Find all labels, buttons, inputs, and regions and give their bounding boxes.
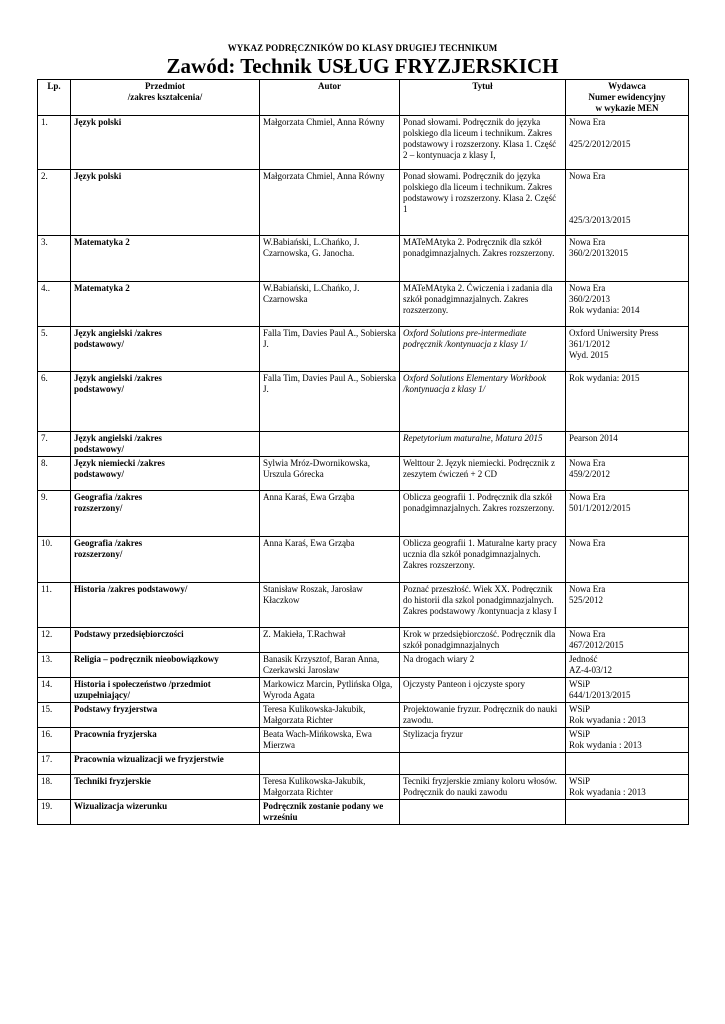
table-row	[38, 282, 689, 327]
publisher-line: Oxford Uniwersity Press	[569, 328, 659, 338]
title-cell: MATeMAtyka 2. Ćwiczenia i zadania dla szkół ponadgimnazjalnych. Zakres rozszerzony.	[400, 282, 566, 327]
title-cell	[400, 800, 566, 825]
document-header	[0, 42, 725, 77]
textbook-table	[37, 79, 689, 825]
subject-cell: Matematyka 2	[71, 282, 260, 327]
publisher-cell	[566, 457, 689, 491]
table-row	[38, 170, 689, 236]
publisher-line: Rok wyadania : 2013	[569, 787, 646, 797]
publisher-cell	[566, 703, 689, 728]
publisher-line: Jedność	[569, 654, 598, 664]
row-number: 5.	[38, 327, 71, 372]
subject-cell: Język angielski /zakres podstawowy/	[71, 432, 260, 457]
title-cell: Stylizacja fryzur	[400, 728, 566, 753]
row-number: 13.	[38, 653, 71, 678]
table-row	[38, 628, 689, 653]
table-row	[38, 728, 689, 753]
publisher-line: Nowa Era	[569, 171, 606, 181]
table-row	[38, 327, 689, 372]
row-number: 3.	[38, 236, 71, 282]
title-cell: Oxford Solutions Elementary Workbook /kontynuacja z klasy 1/	[400, 372, 566, 432]
publisher-cell	[566, 282, 689, 327]
title-cell: Welttour 2. Język niemiecki. Podręcznik z zeszytem ćwiczeń + 2 CD	[400, 457, 566, 491]
column-header-subject-line1: Przedmiot	[145, 81, 185, 91]
publisher-line: Nowa Era	[569, 584, 606, 594]
publisher-cell	[566, 170, 689, 236]
title-cell: MATeMAtyka 2. Podręcznik dla szkół ponadgimnazjalnych. Zakres rozszerzony.	[400, 236, 566, 282]
publisher-cell	[566, 491, 689, 537]
title-cell: Tecniki fryzjerskie zmiany koloru włosów. Podręcznik do nauki zawodu	[400, 775, 566, 800]
publisher-line: 425/2/2012/2015	[569, 139, 631, 149]
subject-cell: Pracownia fryzjerska	[71, 728, 260, 753]
publisher-line: Rok wydania : 2013	[569, 740, 642, 750]
publisher-line: AZ-4-03/12	[569, 665, 612, 675]
row-number: 4..	[38, 282, 71, 327]
author-cell: W.Babiański, L.Chańko, J. Czarnowska	[260, 282, 400, 327]
row-number: 10.	[38, 537, 71, 583]
table-row	[38, 457, 689, 491]
publisher-line: WSiP	[569, 679, 591, 689]
title-cell: Oblicza geografii 1. Maturalne karty pracy ucznia dla szkół ponadgimnazjalnych. Zakres rozszerzony.	[400, 537, 566, 583]
table-row	[38, 800, 689, 825]
row-number: 18.	[38, 775, 71, 800]
publisher-line: Rok wydania: 2014	[569, 305, 640, 315]
publisher-cell	[566, 678, 689, 703]
publisher-line: Nowa Era	[569, 629, 606, 639]
subject-cell: Język angielski /zakres podstawowy/	[71, 327, 260, 372]
subject-cell: Geografia /zakres rozszerzony/	[71, 491, 260, 537]
document-title: Zawód: Technik USŁUG FRYZJERSKICH	[166, 54, 559, 78]
publisher-line: 425/3/2013/2015	[569, 215, 631, 225]
publisher-line: 467/2012/2015	[569, 640, 624, 650]
publisher-line: Wyd. 2015	[569, 350, 609, 360]
publisher-line	[569, 204, 685, 215]
author-cell: Stanisław Roszak, Jarosław Kłaczkow	[260, 583, 400, 628]
publisher-cell	[566, 628, 689, 653]
row-number: 6.	[38, 372, 71, 432]
column-header-author: Autor	[260, 80, 400, 116]
subject-cell: Język niemiecki /zakres podstawowy/	[71, 457, 260, 491]
subject-cell: Pracownia wizualizacji we fryzjerstwie	[71, 753, 260, 775]
author-cell: Teresa Kulikowska-Jakubik, Małgorzata Richter	[260, 775, 400, 800]
author-cell: Sylwia Mróz-Dwornikowska, Urszula Górecka	[260, 457, 400, 491]
publisher-line: 644/1/2013/2015	[569, 690, 631, 700]
publisher-line: Nowa Era	[569, 458, 606, 468]
subject-cell: Geografia /zakres rozszerzony/	[71, 537, 260, 583]
row-number: 12.	[38, 628, 71, 653]
title-cell: Poznać przeszłość. Wiek XX. Podręcznik do historii dla szkol ponadgimnazjalnych. Zakres podstawowy /kontynuacja z klasy I	[400, 583, 566, 628]
publisher-cell	[566, 653, 689, 678]
publisher-line: 525/2012	[569, 595, 604, 605]
author-cell: Falla Tim, Davies Paul A., Sobierska J.	[260, 327, 400, 372]
publisher-line: WSiP	[569, 704, 591, 714]
title-cell: Ojczysty Panteon i ojczyste spory	[400, 678, 566, 703]
publisher-cell	[566, 583, 689, 628]
publisher-line	[569, 182, 685, 193]
row-number: 2.	[38, 170, 71, 236]
author-cell: Falla Tim, Davies Paul A., Sobierska J.	[260, 372, 400, 432]
column-header-publisher-line2: Numer ewidencyjny	[588, 92, 666, 102]
table-row	[38, 116, 689, 170]
table-row	[38, 491, 689, 537]
publisher-line: Rok wydania: 2015	[569, 373, 640, 383]
publisher-line: Nowa Era	[569, 117, 606, 127]
title-cell: Na drogach wiary 2	[400, 653, 566, 678]
title-cell: Ponad słowami. Podręcznik do języka polskiego dla liceum i technikum. Zakres podstawowy i rozszerzony. Klasa 1. Część 2 – kontynuacja z klasy I,	[400, 116, 566, 170]
publisher-line: Nowa Era	[569, 492, 606, 502]
author-cell: Małgorzata Chmiel, Anna Równy	[260, 170, 400, 236]
row-number: 9.	[38, 491, 71, 537]
publisher-cell	[566, 537, 689, 583]
publisher-cell	[566, 327, 689, 372]
publisher-cell	[566, 753, 689, 775]
author-cell: Podręcznik zostanie podany we wrześniu	[260, 800, 400, 825]
title-cell: Projektowanie fryzur. Podręcznik do nauki zawodu.	[400, 703, 566, 728]
table-row	[38, 753, 689, 775]
subject-cell: Język polski	[71, 170, 260, 236]
publisher-cell	[566, 800, 689, 825]
publisher-cell	[566, 372, 689, 432]
table-row	[38, 372, 689, 432]
table-row	[38, 583, 689, 628]
table-row	[38, 236, 689, 282]
table-row	[38, 432, 689, 457]
publisher-line: Pearson 2014	[569, 433, 618, 443]
table-row	[38, 775, 689, 800]
table-row	[38, 703, 689, 728]
author-cell: W.Babiański, L.Chańko, J. Czarnowska, G. Janocha.	[260, 236, 400, 282]
row-number: 7.	[38, 432, 71, 457]
author-cell: Anna Karaś, Ewa Grząba	[260, 537, 400, 583]
author-cell: Banasik Krzysztof, Baran Anna, Czerkawski Jarosław	[260, 653, 400, 678]
publisher-line: Rok wyadania : 2013	[569, 715, 646, 725]
subject-cell: Język angielski /zakres podstawowy/	[71, 372, 260, 432]
publisher-line: Nowa Era	[569, 283, 606, 293]
publisher-line	[569, 128, 685, 139]
title-cell: Ponad słowami. Podręcznik do języka polskiego dla liceum i technikum. Zakres podstawowy i rozszerzony. Klasa 2. Część 1	[400, 170, 566, 236]
column-header-publisher	[566, 80, 689, 116]
publisher-line: WSiP	[569, 776, 591, 786]
row-number: 16.	[38, 728, 71, 753]
subject-cell: Matematyka 2	[71, 236, 260, 282]
author-cell: Teresa Kulikowska-Jakubik, Małgorzata Richter	[260, 703, 400, 728]
author-cell	[260, 753, 400, 775]
document-subtitle: WYKAZ PODRĘCZNIKÓW DO KLASY DRUGIEJ TECHNIKUM	[227, 43, 498, 53]
column-header-publisher-line1: Wydawca	[608, 81, 646, 91]
title-cell: Oblicza geografii 1. Podręcznik dla szkół ponadgimnazjalnych. Zakres rozszerzony.	[400, 491, 566, 537]
subject-cell: Język polski	[71, 116, 260, 170]
table-row	[38, 653, 689, 678]
row-number: 14.	[38, 678, 71, 703]
title-cell	[400, 753, 566, 775]
publisher-line: 361/1/2012	[569, 339, 611, 349]
publisher-cell	[566, 775, 689, 800]
column-header-lp: Lp.	[38, 80, 71, 116]
publisher-cell	[566, 116, 689, 170]
row-number: 1.	[38, 116, 71, 170]
publisher-cell	[566, 432, 689, 457]
author-cell: Markowicz Marcin, Pytlińska Olga, Wyroda Agata	[260, 678, 400, 703]
publisher-line: 360/2/20132015	[569, 248, 629, 258]
subject-cell: Religia – podręcznik nieobowiązkowy	[71, 653, 260, 678]
subject-cell: Podstawy przedsiębiorczości	[71, 628, 260, 653]
subject-cell: Wizualizacja wizerunku	[71, 800, 260, 825]
author-cell: Beata Wach-Mińkowska, Ewa Mierzwa	[260, 728, 400, 753]
author-cell	[260, 432, 400, 457]
publisher-line: 360/2/2013	[569, 294, 611, 304]
title-cell: Repetytorium maturalne, Matura 2015	[400, 432, 566, 457]
publisher-line: 501/1/2012/2015	[569, 503, 631, 513]
subject-cell: Techniki fryzjerskie	[71, 775, 260, 800]
column-header-publisher-line3: w wykazie MEN	[595, 103, 659, 113]
publisher-cell	[566, 728, 689, 753]
subject-cell: Podstawy fryzjerstwa	[71, 703, 260, 728]
table-header-row	[38, 80, 689, 116]
row-number: 8.	[38, 457, 71, 491]
author-cell: Małgorzata Chmiel, Anna Równy	[260, 116, 400, 170]
table-row	[38, 537, 689, 583]
publisher-cell	[566, 236, 689, 282]
publisher-line: 459/2/2012	[569, 469, 611, 479]
row-number: 17.	[38, 753, 71, 775]
title-cell: Krok w przedsiębiorczość. Podręcznik dla szkół ponadgimnazjalnych	[400, 628, 566, 653]
row-number: 19.	[38, 800, 71, 825]
publisher-line	[569, 193, 685, 204]
row-number: 11.	[38, 583, 71, 628]
column-header-subject	[71, 80, 260, 116]
row-number: 15.	[38, 703, 71, 728]
publisher-line: Nowa Era	[569, 538, 606, 548]
author-cell: Z. Makieła, T.Rachwał	[260, 628, 400, 653]
subject-cell: Historia i społeczeństwo /przedmiot uzupełniający/	[71, 678, 260, 703]
table-row	[38, 678, 689, 703]
publisher-line: WSiP	[569, 729, 591, 739]
column-header-title: Tytuł	[400, 80, 566, 116]
column-header-subject-line2: /zakres kształcenia/	[127, 92, 203, 102]
publisher-line: Nowa Era	[569, 237, 606, 247]
subject-cell: Historia /zakres podstawowy/	[71, 583, 260, 628]
author-cell: Anna Karaś, Ewa Grząba	[260, 491, 400, 537]
title-cell: Oxford Solutions pre-intermediate podręcznik /kontynuacja z klasy 1/	[400, 327, 566, 372]
